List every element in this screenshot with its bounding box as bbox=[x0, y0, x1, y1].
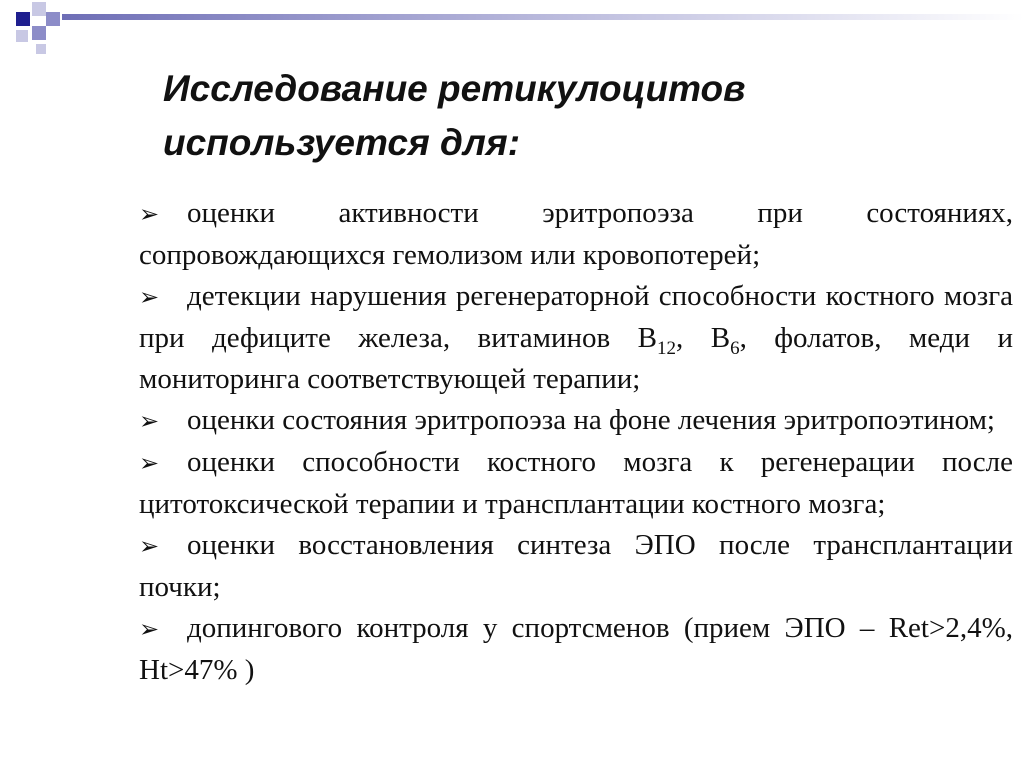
item-text: , B bbox=[676, 322, 731, 354]
bullet-list bbox=[139, 193, 1013, 691]
header-decoration bbox=[0, 0, 1024, 64]
title-line-2: используется для: bbox=[163, 122, 521, 163]
subscript: 12 bbox=[657, 337, 677, 359]
item-text: оценки состояния эритропоэза на фоне лечения эритропоэтином; bbox=[187, 404, 995, 436]
list-item bbox=[139, 525, 1013, 608]
item-text: оценки способности костного мозга к регенерации после цитотоксической терапии и трансплантации костного мозга; bbox=[139, 446, 1013, 520]
list-item bbox=[139, 276, 1013, 400]
arrow-bullet-icon: ➢ bbox=[139, 407, 160, 435]
subscript: 6 bbox=[730, 337, 740, 359]
arrow-bullet-icon: ➢ bbox=[139, 532, 160, 560]
item-text: детекции нарушения регенераторной способности костного мозга при дефиците железа, витаминов B bbox=[139, 280, 1013, 354]
arrow-bullet-icon: ➢ bbox=[139, 283, 160, 311]
list-item bbox=[139, 442, 1013, 525]
arrow-bullet-icon: ➢ bbox=[139, 200, 160, 228]
list-item bbox=[139, 400, 1013, 442]
arrow-bullet-icon: ➢ bbox=[139, 449, 160, 477]
slide-title bbox=[163, 62, 983, 170]
item-text: оценки активности эритропоэза при состояниях, сопровождающихся гемолизом или кровопотерей; bbox=[139, 197, 1013, 271]
list-item bbox=[139, 193, 1013, 276]
arrow-bullet-icon: ➢ bbox=[139, 615, 160, 643]
title-line-1: Исследование ретикулоцитов bbox=[163, 68, 746, 109]
item-text: оценки восстановления синтеза ЭПО после трансплантации почки; bbox=[139, 529, 1013, 603]
item-text: допингового контроля у спортсменов (прием ЭПО – Ret>2,4%, Ht>47% ) bbox=[139, 612, 1013, 686]
item-text: , фолатов, меди и мониторинга соответствующей терапии; bbox=[139, 322, 1014, 395]
list-item bbox=[139, 608, 1013, 691]
